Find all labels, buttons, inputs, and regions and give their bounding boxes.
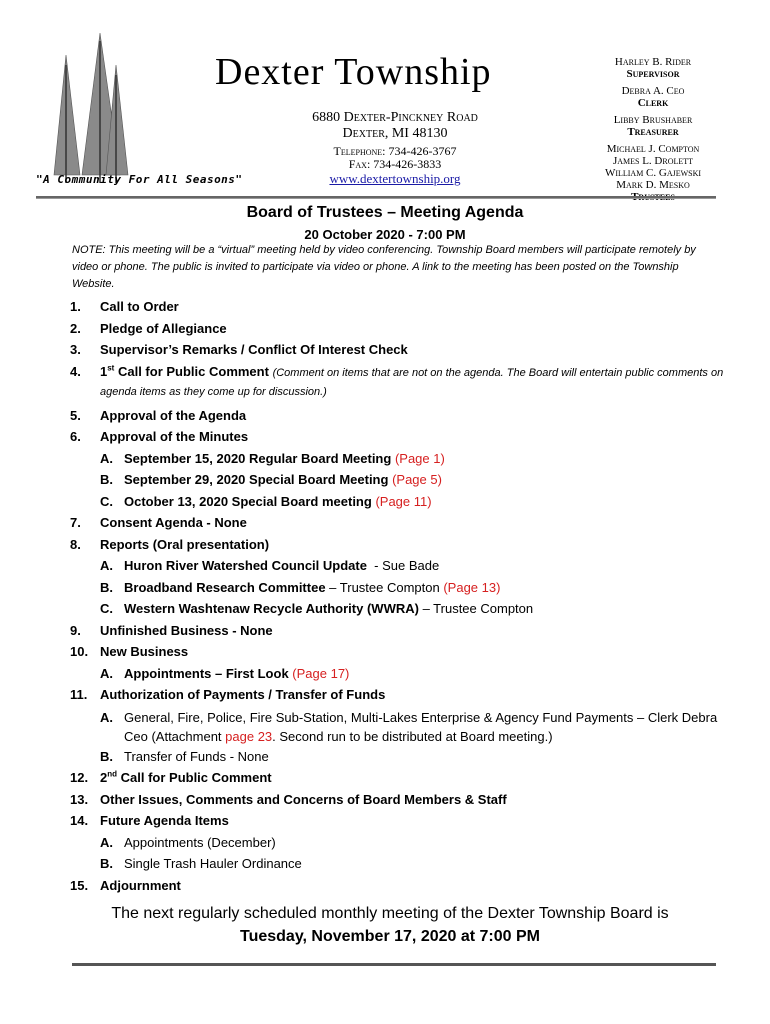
fax: Fax: 734-426-3833 [348,157,442,171]
sub-item: C. Western Washtenaw Recycle Authority (WWRA) – Trustee Compton [100,601,534,616]
agenda-item [70,405,730,427]
item-number: 11. [70,687,88,702]
trustees-label: Trustees [631,191,675,203]
agenda-date: 20 October 2020 - 7:00 PM [304,227,466,242]
sub-item: B. September 29, 2020 Special Board Meeting (Page 5) [100,472,442,487]
item-label: Unfinished Business - None [100,622,273,638]
officers-block [578,56,728,203]
agenda-item [70,361,730,405]
agenda-item [70,810,730,832]
sub-item: C. October 13, 2020 Special Board meeting (Page 11) [100,493,432,509]
item-number: 10. [70,644,89,659]
township-title: Dexter Township [215,51,492,93]
item-number: 9. [70,622,81,638]
officer-name: Harley B. Rider [614,56,692,68]
meeting-note: NOTE: This meeting will be a “virtual” meeting held by video conferencing. Township Board members will participate remotely by video or phone. The public is invited to participate via video or phone. A link to the meeting has been posted on the Township Website. [72,244,696,290]
item-number: 15. [70,877,89,893]
item-label-2nd: 2nd Call for Public Comment [100,769,272,785]
agenda-item [70,684,730,706]
item-label: Supervisor’s Remarks / Conflict Of Interest Check [100,342,408,357]
sub-item: B. Single Trash Hauler Ordinance [100,856,302,871]
agenda-item [70,296,730,318]
address-line-2: Dexter, MI 48130 [342,126,448,141]
page-ref: (Page 5) [392,472,442,487]
item-number: 13. [70,791,89,807]
trustee-name: James L. Drolett [612,155,694,167]
officer-role: Supervisor [626,68,680,80]
agenda-item [70,426,730,448]
agenda-item [70,620,730,642]
sub-item: A. Appointments (December) [100,834,276,850]
trustee-name: Michael J. Compton [606,143,700,155]
sub-item: B. Broadband Research Committee – Trustee Compton (Page 13) [100,579,501,595]
item-label: New Business [100,644,189,659]
officer-name: Libby Brushaber [613,114,693,126]
item-label: Other Issues, Comments and Concerns of Board Members & Staff [100,791,507,807]
agenda-item [70,641,730,663]
item-number: 1. [70,299,81,314]
item-label: Approval of the Agenda [100,407,247,423]
item-label: Approval of the Minutes [100,429,249,444]
item-label: Future Agenda Items [100,813,229,828]
page-ref: (Page 11) [375,493,432,509]
agenda-item [70,318,730,340]
agenda-list [70,296,730,896]
item-number: 7. [70,515,81,530]
trustee-name: William C. Gajewski [604,167,702,179]
item-label: Reports (Oral presentation) [100,536,270,552]
item-note: (Comment on items that are not on the agenda. The Board will entertain public comments on agenda items as they come up for discussion.) [100,366,724,398]
agenda-item [70,789,730,811]
page-ref: (Page 13) [443,579,501,595]
telephone: Telephone: 734-426-3767 [333,144,457,158]
page-ref: (Page 17) [292,665,350,681]
motto: "A Community For All Seasons" [36,173,243,186]
item-number: 6. [70,429,81,444]
page-ref: page 23 [225,728,273,744]
officer-name: Debra A. Ceo [621,85,685,97]
item-number: 2. [70,320,81,336]
sub-item: A. Appointments – First Look (Page 17) [100,665,350,681]
address-line-1: 6880 Dexter-Pinckney Road [312,110,478,125]
agenda-item [70,767,730,789]
item-number: 8. [70,536,81,552]
sub-item: A. General, Fire, Police, Fire Sub-Station, Multi-Lakes Enterprise & Agency Fund Payments – Clerk Debra Ceo (Attachment page 23. Second run to be distributed at Board meeting.) [100,709,718,744]
item-label: Consent Agenda - None [100,515,247,530]
item-label: Adjournment [100,877,181,893]
sub-item: B. Transfer of Funds - None [100,748,269,764]
sub-item: A. Huron River Watershed Council Update - Sue Bade [100,558,440,573]
item-number: 3. [70,342,81,357]
website-link[interactable]: www.dextertownship.org [329,171,461,186]
agenda-item [70,534,730,556]
officer-role: Clerk [637,97,669,109]
trustee-name: Mark D. Mesko [616,179,690,191]
item-number: 12. [70,770,89,785]
agenda-item [70,875,730,897]
sub-item: A. September 15, 2020 Regular Board Meeting (Page 1) [100,450,445,466]
officer-role: Treasurer [627,126,679,138]
footer-divider [72,963,716,966]
item-label: Call to Order [100,299,179,314]
agenda-item [70,339,730,361]
header-divider [36,196,716,199]
item-label: Pledge of Allegiance [100,320,227,336]
item-number: 14. [70,813,89,828]
item-label-1st: 1st Call for Public Comment [100,363,269,379]
agenda-item [70,512,730,534]
pine-trees-logo-icon [50,25,130,185]
next-meeting-note: The next regularly scheduled monthly meeting of the Dexter Township Board is [111,905,669,922]
item-number: 5. [70,407,81,423]
agenda-title: Board of Trustees – Meeting Agenda [246,204,524,221]
next-meeting-date: Tuesday, November 17, 2020 at 7:00 PM [240,928,540,945]
page-ref: (Page 1) [394,450,445,466]
item-number: 4. [70,363,81,379]
item-label: Authorization of Payments / Transfer of Funds [100,687,386,702]
